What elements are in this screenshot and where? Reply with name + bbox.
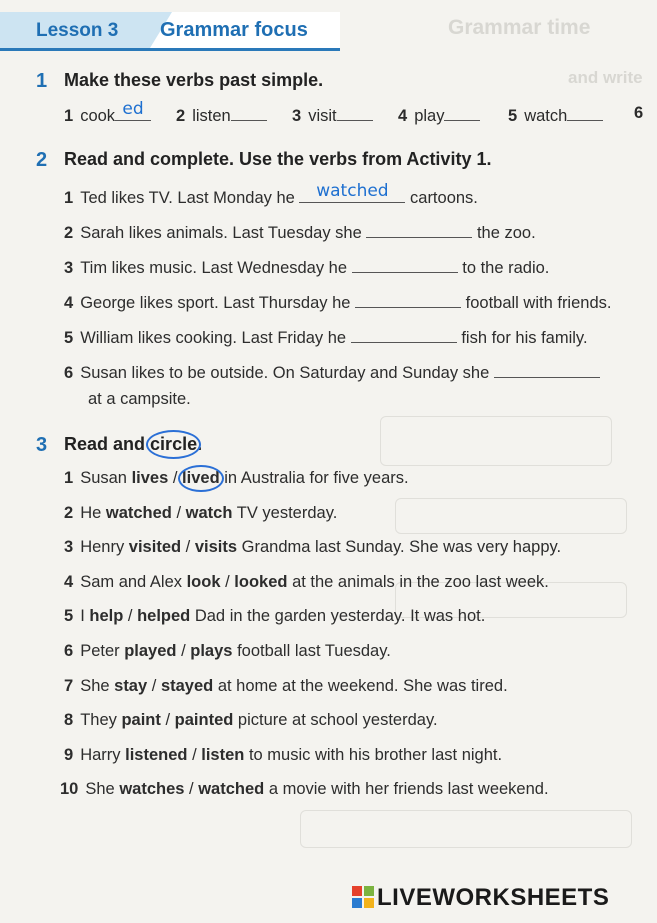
answer-input[interactable]: [494, 361, 600, 378]
circle-sentence-row: 8 They paint / painted picture at school yesterday.: [64, 711, 438, 730]
answer-input[interactable]: ed: [115, 104, 151, 121]
verb-item: 3 visit: [292, 104, 373, 126]
option-1[interactable]: help: [89, 607, 124, 626]
item-number: 7: [64, 676, 74, 695]
sentence-text: Peter: [80, 642, 120, 660]
option-1[interactable]: paint: [121, 711, 161, 730]
bleed-through-box: [395, 498, 627, 534]
sentence-row: 5 William likes cooking. Last Friday he fish for his family.: [64, 326, 588, 348]
option-2[interactable]: painted: [174, 711, 234, 730]
circle-sentence-row: 9 Harry listened / listen to music with his brother last night.: [64, 745, 503, 764]
sentence-text: to music with his brother last night.: [248, 745, 503, 764]
lesson-label: Lesson 3: [36, 20, 119, 41]
answer-input[interactable]: [352, 256, 458, 273]
circle-sentence-row: 2 He watched / watch TV yesterday.: [64, 503, 338, 522]
option-1[interactable]: lives: [131, 469, 169, 487]
sentence-text: Henry: [80, 538, 125, 557]
bleed-through-box: [380, 416, 612, 466]
answer-input[interactable]: [231, 104, 267, 121]
circle-sentence-row: 6 Peter played / plays football last Tuesday.: [64, 642, 391, 660]
liveworksheets-watermark: LIVEWORKSHEETS: [352, 884, 609, 912]
sentence-text: at home at the weekend. She was tired.: [217, 676, 508, 695]
item-number: 3: [64, 538, 74, 557]
sentence-text: at the animals in the zoo last week.: [292, 572, 549, 591]
sentence-text: a movie with her friends last weekend.: [268, 780, 549, 799]
circled-word: circle: [150, 434, 198, 454]
item-number: 2: [64, 503, 74, 522]
option-2[interactable]: watched: [198, 780, 265, 799]
activity-3-title: Read and circle.: [64, 434, 203, 454]
sentence-text: Grandma last Sunday. She was very happy.: [241, 538, 562, 557]
verb-item: 5 watch: [508, 104, 603, 126]
option-1[interactable]: played: [124, 642, 177, 660]
item-number: 10: [60, 780, 79, 799]
verb-item: 2 listen: [176, 104, 267, 126]
item-number: 1: [64, 469, 74, 487]
sentence-text: football last Tuesday.: [237, 642, 391, 660]
circle-sentence-row: 7 She stay / stayed at home at the weekend. She was tired.: [64, 676, 508, 695]
option-2[interactable]: visits: [194, 538, 238, 557]
answer-input[interactable]: [351, 326, 457, 343]
option-2[interactable]: lived: [182, 469, 220, 487]
sentence-text: I: [80, 607, 85, 626]
option-1[interactable]: look: [186, 572, 221, 591]
bleed-through-text: and write: [568, 68, 643, 87]
answer-input[interactable]: watched: [299, 186, 405, 203]
activity-1-number: 1: [36, 70, 48, 92]
verb-item: 1 cook ed: [64, 104, 151, 126]
sentence-row: 6 Susan likes to be outside. On Saturday and Sunday she: [64, 361, 600, 383]
circle-sentence-row: 10 She watches / watched a movie with her friends last weekend.: [60, 780, 549, 799]
option-2[interactable]: stayed: [160, 676, 214, 695]
item-number: 5: [64, 607, 74, 626]
lesson-title: Grammar focus: [160, 19, 308, 41]
item-number: 9: [64, 745, 74, 764]
verb-item: 6: [634, 104, 644, 122]
sentence-row: 1 Ted likes TV. Last Monday he watched cartoons.: [64, 181, 478, 207]
item-number: 8: [64, 711, 74, 730]
liveworksheets-logo-icon: [352, 886, 374, 908]
sentence-row: 4 George likes sport. Last Thursday he football with friends.: [64, 291, 611, 313]
sentence-text: TV yesterday.: [236, 503, 338, 522]
circle-sentence-row: 5 I help / helped Dad in the garden yesterday. It was hot.: [64, 607, 486, 626]
option-2[interactable]: listen: [201, 745, 245, 764]
sentence-text: picture at school yesterday.: [237, 711, 438, 730]
bleed-through-box: [300, 810, 632, 848]
sentence-text: She: [85, 780, 115, 799]
verb-item: 4 play: [398, 104, 480, 126]
option-1[interactable]: visited: [128, 538, 182, 557]
option-1[interactable]: stay: [114, 676, 148, 695]
circle-sentence-row: 3 Henry visited / visits Grandma last Sunday. She was very happy.: [64, 538, 562, 557]
option-1[interactable]: listened: [125, 745, 188, 764]
answer-input[interactable]: [366, 221, 472, 238]
option-1[interactable]: watches: [119, 780, 185, 799]
activity-2-number: 2: [36, 149, 48, 171]
sentence-text: She: [80, 676, 110, 695]
sentence-text: Dad in the garden yesterday. It was hot.: [194, 607, 486, 626]
answer-input[interactable]: [355, 291, 461, 308]
option-2[interactable]: plays: [190, 642, 233, 660]
option-2[interactable]: watch: [185, 503, 233, 522]
sentence-row: 3 Tim likes music. Last Wednesday he to the radio.: [64, 256, 549, 278]
sentence-text: Harry: [80, 745, 121, 764]
circle-sentence-row: 4 Sam and Alex look / looked at the animals in the zoo last week.: [64, 572, 549, 591]
answer-input[interactable]: [337, 104, 373, 121]
sentence-text: They: [80, 711, 117, 730]
item-number: 6: [64, 642, 74, 660]
lesson-header: [0, 12, 657, 48]
sentence-text: Susan: [80, 469, 127, 487]
header-underline: [0, 48, 340, 51]
answer-input[interactable]: [567, 104, 603, 121]
answer-input[interactable]: [444, 104, 480, 121]
sentence-row: 2 Sarah likes animals. Last Tuesday she the zoo.: [64, 221, 536, 243]
activity-1-title: Make these verbs past simple.: [64, 70, 324, 90]
item-number: 4: [64, 572, 74, 591]
sentence-text: He: [80, 503, 102, 522]
sentence-text: in Australia for five years.: [224, 469, 409, 487]
activity-3-number: 3: [36, 434, 48, 456]
activity-2-title: Read and complete. Use the verbs from Activity 1.: [64, 149, 492, 169]
bleed-through-title: Grammar time: [448, 16, 591, 39]
sentence-continuation: at a campsite.: [88, 390, 191, 408]
option-2[interactable]: looked: [234, 572, 288, 591]
circle-sentence-row: 1 Susan lives / lived in Australia for five years.: [64, 469, 409, 487]
option-2[interactable]: helped: [137, 607, 191, 626]
sentence-text: Sam and Alex: [80, 572, 182, 591]
option-1[interactable]: watched: [105, 503, 172, 522]
